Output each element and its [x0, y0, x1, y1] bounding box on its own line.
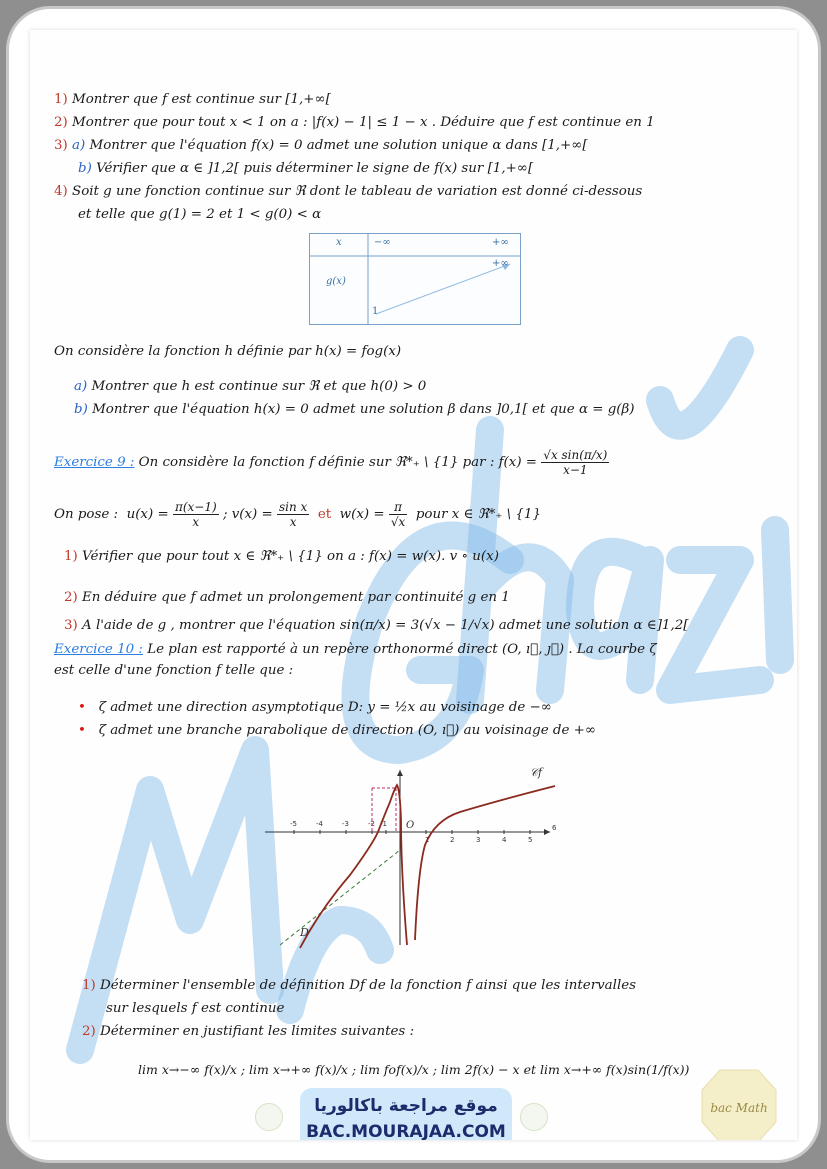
sub-question-label: b): [74, 402, 88, 417]
question-text: Déterminer l'ensemble de définition Df de la fonction f ainsi que les intervalles: [100, 978, 637, 993]
pour-text: pour x ∈ ℜ*₊ \ {1}: [415, 507, 541, 522]
et-word: et: [317, 507, 332, 522]
table-g-right: +∞: [492, 258, 509, 269]
question-text: Montrer que h est continue sur ℜ et que h(0) > 0: [91, 379, 427, 394]
h-question-b: [74, 402, 634, 417]
question-4-cont: [78, 207, 321, 222]
x-tick-label: -2: [368, 820, 375, 828]
table-x-left: −∞: [374, 237, 391, 248]
origin-label: O: [406, 820, 415, 831]
question-number: 4): [54, 184, 68, 199]
x-tick-label: 2: [450, 836, 455, 844]
h-question-a: [74, 379, 426, 394]
question-number: 2): [82, 1024, 96, 1039]
question-4: [54, 184, 642, 199]
ex10-question-2: [82, 1024, 414, 1039]
w-lhs: w(x) =: [339, 507, 385, 522]
question-number: 3): [54, 138, 68, 153]
x-tick-label: 4: [502, 836, 507, 844]
table-g-label: g(x): [326, 276, 346, 287]
question-text: Montrer que l'équation h(x) = 0 admet une solution β dans ]0,1[ et que α = g(β): [92, 402, 635, 417]
w-numerator: π: [389, 500, 407, 515]
pose-line: [54, 500, 541, 529]
question-text: Vérifier que pour tout x ∈ ℜ*₊ \ {1} on a : f(x) = w(x). v ∘ u(x): [82, 549, 499, 564]
x-tick-label: -4: [316, 820, 323, 828]
sub-question-label: a): [72, 138, 86, 153]
ex10-limits: [138, 1062, 689, 1077]
f-denominator: x−1: [563, 463, 588, 477]
sub-question-label: b): [78, 161, 92, 176]
question-number: 2): [64, 590, 78, 605]
w-denominator: √x: [390, 515, 406, 529]
f-fraction: [541, 448, 609, 477]
exercise-10-header: [54, 642, 657, 657]
limits-text: lim x→−∞ f(x)/x ; lim x→+∞ f(x)/x ; lim fof(x)/x ; lim 2f(x) − x et lim x→+∞ f(x)sin(1/f(x)): [138, 1062, 690, 1077]
question-3b: [78, 161, 533, 176]
question-2: [54, 115, 655, 130]
exercise-10-title: Exercice 10 :: [54, 642, 143, 657]
ex9-question-2: [64, 590, 510, 605]
question-number: 2): [54, 115, 68, 130]
curve-label: 𝒞f: [530, 766, 543, 779]
h-intro: [54, 344, 401, 359]
w-fraction: [389, 500, 407, 529]
x-tick-label: 1: [425, 836, 430, 844]
question-text: sur lesquels f est continue: [106, 1001, 285, 1016]
ex10-question-1-cont: [106, 1001, 284, 1016]
x-tick-label: 5: [528, 836, 533, 844]
h-intro-text: On considère la fonction h définie par h(x) = fog(x): [54, 344, 402, 359]
f-numerator: √x sin(π/x): [543, 448, 608, 462]
ex10-question-1: [82, 978, 636, 993]
u-lhs: u(x) =: [126, 507, 169, 522]
x-tick-label: -1: [380, 820, 387, 828]
exercise-9-header: [54, 448, 609, 477]
site-url-link[interactable]: BAC.MOURAJAA.COM: [306, 1122, 506, 1140]
bullet-text: ζ admet une branche parabolique de direction (O, ı⃗) au voisinage de +∞: [98, 723, 597, 738]
exercise-9-intro: On considère la fonction f définie sur ℜ*₊ \ {1} par : f(x) =: [138, 455, 538, 470]
ex10-bullet-2: [78, 723, 596, 738]
v-fraction: [277, 500, 309, 529]
pose-label: On pose :: [54, 507, 119, 522]
asymptote-d-line: [280, 850, 400, 945]
ex9-question-3: [64, 618, 688, 633]
site-arabic-name: موقع مراجعة باكالوريا: [314, 1096, 498, 1116]
question-text: En déduire que f admet un prolongement par continuité g en 1: [82, 590, 510, 605]
x-tick-label: -5: [290, 820, 297, 828]
exercise-10-intro-2: [54, 663, 293, 678]
y-axis-arrow: [397, 770, 403, 776]
x-axis-arrow: [544, 829, 550, 835]
table-x-right: +∞: [492, 237, 509, 248]
v-lhs: ; v(x) =: [222, 507, 273, 522]
bullet-icon: •: [78, 700, 86, 715]
question-text: et telle que g(1) = 2 et 1 < g(0) < α: [78, 207, 322, 222]
site-logo-left: [255, 1103, 283, 1131]
question-3a: [54, 138, 588, 153]
bac-math-badge: [700, 1068, 778, 1140]
question-text: Montrer que f est continue sur [1,+∞[: [72, 92, 331, 107]
variation-table: [309, 233, 521, 325]
table-g-left: 1: [372, 306, 379, 317]
function-graph: [260, 760, 560, 950]
u-denominator: x: [192, 515, 200, 529]
exercise-10-intro-text: est celle d'une fonction f telle que :: [54, 663, 294, 678]
question-text: A l'aide de g , montrer que l'équation sin(π/x) = 3(√x − 1/√x) admet une solution α ∈]1,2[: [82, 618, 689, 633]
bullet-text: ζ admet une direction asymptotique D: y = ½x au voisinage de −∞: [98, 700, 552, 715]
curve-left-branch: [300, 785, 407, 948]
question-number: 1): [82, 978, 96, 993]
bullet-icon: •: [78, 723, 86, 738]
question-text: Montrer que l'équation f(x) = 0 admet une solution unique α dans [1,+∞[: [89, 138, 588, 153]
v-denominator: x: [289, 515, 297, 529]
sub-question-label: a): [74, 379, 88, 394]
exercise-9-title: Exercice 9 :: [54, 455, 135, 470]
u-numerator: π(x−1): [174, 500, 217, 514]
question-text: Déterminer en justifiant les limites suivantes :: [100, 1024, 415, 1039]
site-logo-right: [520, 1103, 548, 1131]
question-number: 1): [54, 92, 68, 107]
v-numerator: sin x: [279, 500, 308, 514]
question-text: Montrer que pour tout x < 1 on a : |f(x) − 1| ≤ 1 − x . Déduire que f est continue en 1: [72, 115, 655, 130]
question-number: 1): [64, 549, 78, 564]
x-tick-label: 3: [476, 836, 481, 844]
question-text: Soit g une fonction continue sur ℜ dont le tableau de variation est donné ci-dessous: [72, 184, 643, 199]
asymptote-d-label: D: [300, 926, 309, 939]
x-tick-label: -3: [342, 820, 349, 828]
badge-text: bac Math: [710, 1101, 768, 1115]
table-x-label: x: [336, 237, 342, 248]
site-banner[interactable]: [300, 1088, 512, 1140]
ex10-bullet-1: [78, 700, 552, 715]
question-1: [54, 92, 331, 107]
question-text: Vérifier que α ∈ ]1,2[ puis déterminer le signe de f(x) sur [1,+∞[: [96, 161, 534, 176]
question-number: 3): [64, 618, 78, 633]
u-fraction: [173, 500, 219, 529]
x-tick-label: 6: [552, 824, 557, 832]
ex9-question-1: [64, 549, 499, 564]
document-page: [30, 30, 797, 1140]
exercise-10-intro: Le plan est rapporté à un repère orthonormé direct (O, ı⃗, ȷ⃗) . La courbe ζ: [147, 642, 657, 657]
curve-right-branch: [415, 786, 555, 940]
